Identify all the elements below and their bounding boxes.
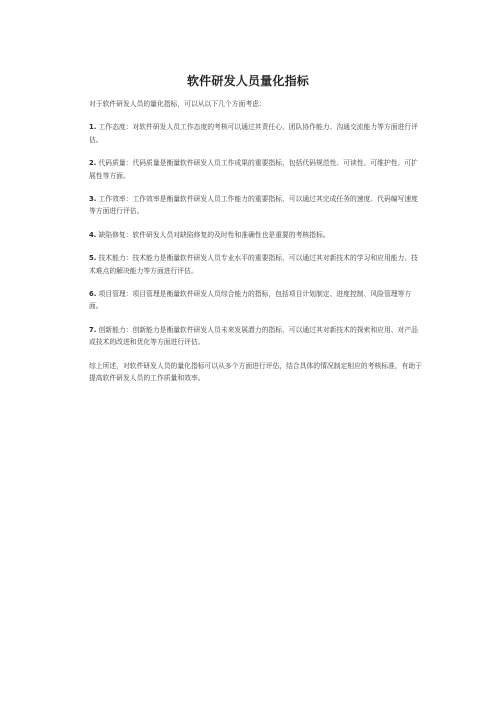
item-text: 工作效率：工作效率是衡量软件研发人员工作能力的重要指标，可以通过其完成任务的速度、代码编写速度等方面进行评估。 — [89, 195, 418, 216]
list-item — [89, 252, 423, 277]
item-text: 创新能力：创新能力是衡量软件研发人员未来发展潜力的指标，可以通过其对新技术的探索和应用、对产品或技术的改进和优化等方面进行评估。 — [89, 325, 418, 347]
list-item — [89, 229, 423, 241]
list-item — [89, 121, 423, 146]
item-number: 3. — [89, 195, 97, 204]
intro-paragraph: 对于软件研发人员的量化指标，可以从以下几个方面考虑： — [89, 100, 266, 108]
page-title: 软件研发人员量化指标 — [186, 74, 309, 88]
item-text: 工作态度：对软件研发人员工作态度的考核可以通过其责任心、团队协作能力、沟通交流能力等方面进行评估。 — [89, 123, 418, 144]
list-item — [89, 288, 423, 313]
document-body — [89, 98, 423, 396]
item-text: 项目管理：项目管理是衡量软件研发人员综合能力的指标，包括项目计划制定、进度控制、风险管理等方面。 — [89, 290, 412, 311]
list-item — [89, 193, 423, 218]
list-item — [89, 157, 423, 182]
item-text: 代码质量：代码质量是衡量软件研发人员工作成果的重要指标，包括代码规范性、可读性、可维护性、可扩展性等方面。 — [89, 159, 418, 180]
item-number: 1. — [89, 123, 97, 132]
item-number: 2. — [89, 159, 97, 168]
item-text: 缺陷修复：软件研发人员对缺陷修复的及时性和准确性也是重要的考核指标。 — [96, 230, 330, 239]
list-item — [89, 324, 423, 349]
item-number: 6. — [89, 290, 97, 299]
item-number: 7. — [89, 325, 97, 334]
item-text: 技术能力：技术能力是衡量软件研发人员专业水平的重要指标，可以通过其对新技术的学习和应用能力、技术难点的解决能力等方面进行评估。 — [89, 254, 418, 275]
item-number: 4. — [89, 230, 97, 239]
item-number: 5. — [89, 254, 97, 263]
conclusion-paragraph: 综上所述，对软件研发人员的量化指标可以从多个方面进行评估，结合具体的情况制定相应的考核标准，有助于提高软件研发人员的工作质量和效率。 — [89, 361, 423, 383]
